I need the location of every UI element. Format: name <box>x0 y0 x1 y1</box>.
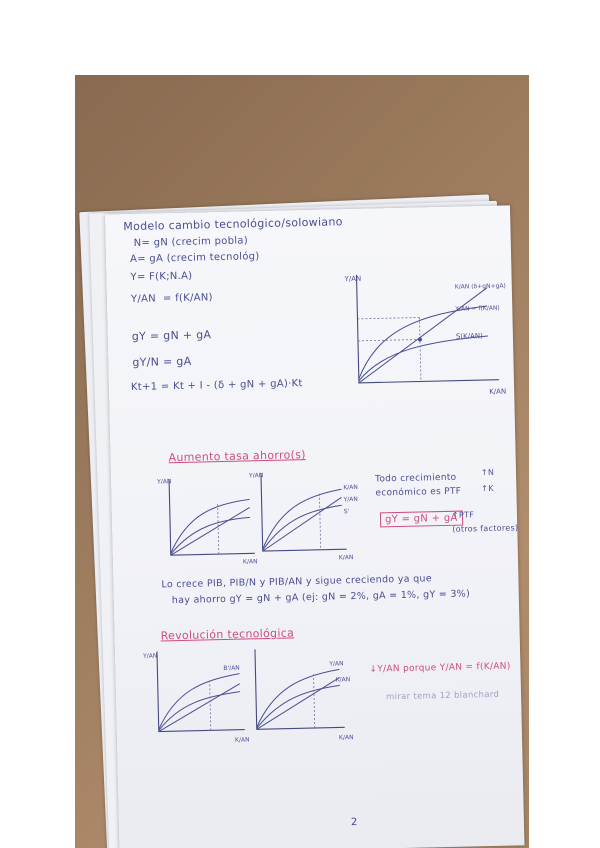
g2-xlabel: K/AN <box>242 558 258 566</box>
formula-yan-lhs: Y/AN <box>130 293 157 306</box>
g5-xlabel: K/AN <box>338 734 354 742</box>
crec-line2: económico es PTF <box>375 486 462 499</box>
g3-ylabel: Y/AN <box>248 472 264 480</box>
graph-ahorro-right-axes <box>261 471 347 551</box>
crec-pn: ↑N <box>480 467 495 478</box>
notebook-page <box>105 205 524 848</box>
graph-ahorro-left-guide <box>218 504 219 554</box>
curve-savings <box>358 336 489 381</box>
graph-ahorro-left <box>157 473 259 565</box>
g5-label-yan: Y/AN <box>329 660 344 668</box>
graph-ahorro-left-curve-a <box>170 499 251 553</box>
g4-ylabel: Y/AN <box>143 652 158 660</box>
formula-y: Y= F(K;N.A) <box>130 270 193 284</box>
photo <box>75 75 529 848</box>
g4-label-b: B'/AN <box>223 664 240 673</box>
g3-xlabel: K/AN <box>338 554 354 562</box>
g3-label-yan: Y/AN <box>343 495 358 504</box>
section-ahorro-heading: Aumento tasa ahorro(s) <box>168 448 306 465</box>
boxed-equation: gY = gN + gA <box>380 511 463 528</box>
curve-production <box>357 306 489 379</box>
graph-revolucion-left <box>143 645 255 743</box>
graph-ahorro-right-line <box>262 497 343 551</box>
graph-ahorro-right-curve-a <box>261 489 342 549</box>
formula-gy: gY = gN + gA <box>131 328 212 344</box>
graph-revolucion-right-line <box>256 677 341 729</box>
crec-line1: Todo crecimiento <box>375 472 457 485</box>
graph-ahorro-right <box>249 467 371 562</box>
g1-curve1-label: K/AN (δ+gN+gA) <box>454 282 506 291</box>
formula-n: N= gN (crecim pobla) <box>133 235 249 249</box>
graph-ahorro-left-axes <box>169 477 255 555</box>
g2-ylabel: Y/AN <box>157 478 172 486</box>
formula-gyn: gY/N = gA <box>132 354 192 370</box>
ptf-line2: (otros factores) <box>452 523 519 534</box>
graph-revolucion-left-line <box>158 684 241 732</box>
graph-ahorro-left-line <box>170 507 251 555</box>
graph-revolucion-left-axes <box>157 650 245 732</box>
g1-curve3-label: S(K/AN) <box>455 332 483 341</box>
g3-label-s: S' <box>343 508 350 516</box>
right-note: ↓Y/AN porque Y/AN = f(K/AN) <box>369 661 511 675</box>
g1-curve2-label: Y/AN = f(K/AN) <box>455 304 500 313</box>
crece-line2: hay ahorro gY = gN + gA (ej: gN = 2%, gA = 1%, gY = 3%) <box>171 588 471 607</box>
g1-xlabel: K/AN <box>489 387 507 396</box>
graph-steady-state <box>336 268 509 402</box>
graph-ahorro-right-guide <box>319 494 320 550</box>
guide-dashed <box>357 317 420 382</box>
notes-title: Modelo cambio tecnológico/solowiano <box>123 215 343 234</box>
graph-revolucion-right-guide <box>314 674 315 728</box>
section-revolucion-heading: Revolución tecnológica <box>160 626 295 643</box>
g4-xlabel: K/AN <box>234 736 250 744</box>
crece-line1: Lo crece PIB, PIB/N y PIB/AN y sigue creciendo ya que <box>161 573 433 591</box>
formula-kt: Kt+1 = Kt + I - (δ + gN + gA)·Kt <box>130 378 303 394</box>
ptf-line1: ↑PTF <box>451 510 475 520</box>
graph-revolucion-left-guide <box>210 680 211 730</box>
crec-pk: ↑K <box>481 483 495 494</box>
formula-yan-rhs: = f(K/AN) <box>162 292 213 305</box>
graph-revolucion-left-curve-a <box>158 674 241 730</box>
graph-revolucion-right <box>243 643 365 742</box>
graph-revolucion-right-curve-a <box>255 669 340 727</box>
g5-label-kan: K/AN <box>335 676 351 684</box>
page-number: 2 <box>350 817 358 829</box>
g3-label-kan: K/AN <box>343 483 358 492</box>
g1-ylabel: Y/AN <box>344 274 362 284</box>
faint-note: mirar tema 12 blanchard <box>385 689 500 703</box>
formula-a: A= gA (crecim tecnológ) <box>129 251 260 266</box>
